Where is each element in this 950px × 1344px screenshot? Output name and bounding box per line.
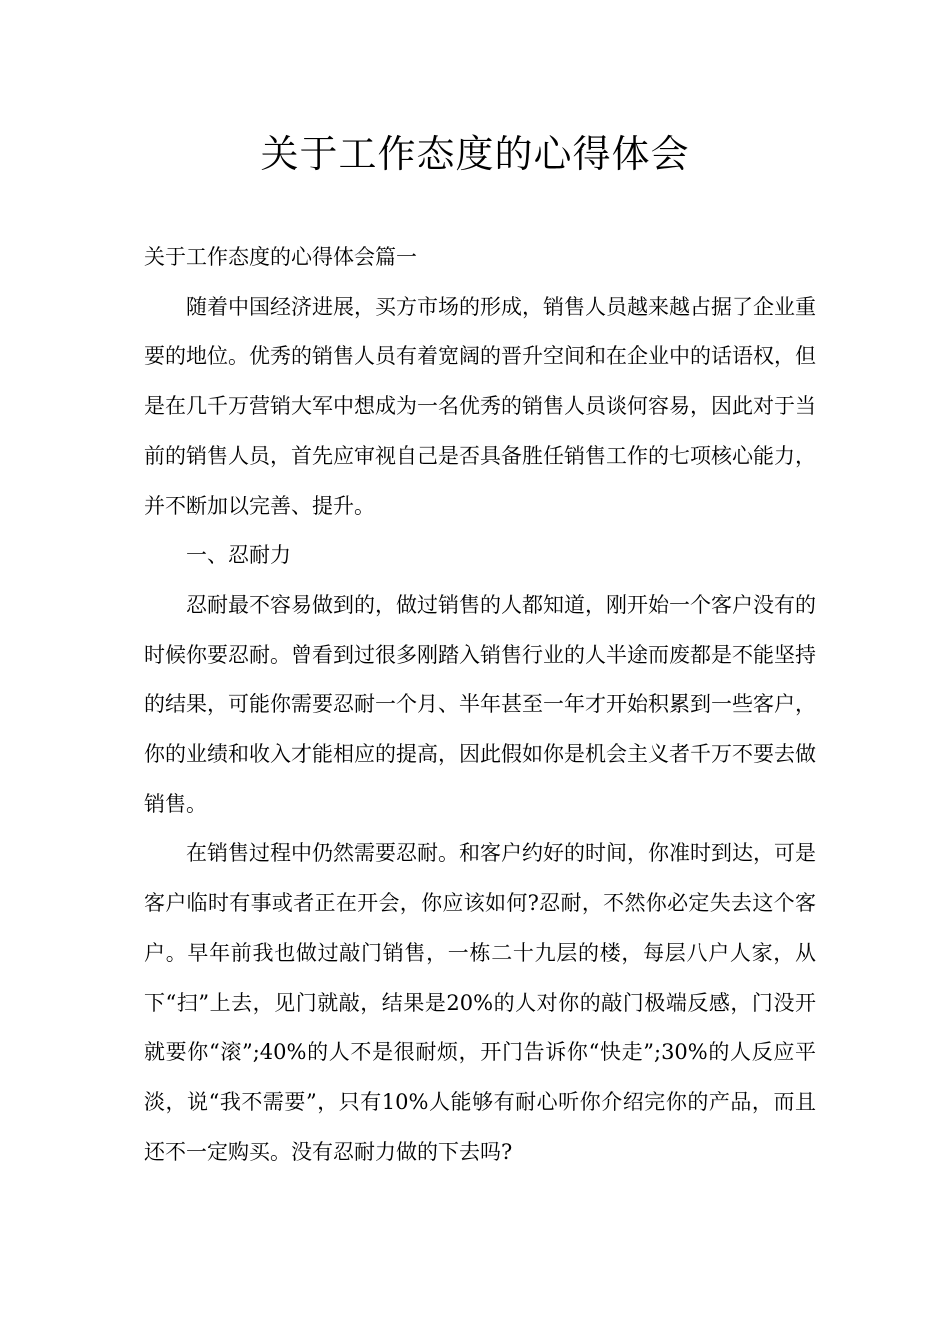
paragraph-intro: 随着中国经济进展，买方市场的形成，销售人员越来越占据了企业重要的地位。优秀的销售人员有着宽阔的晋升空间和在企业中的话语权，但是在几千万营销大军中想成为一名优秀的销售人员谈何容易，因此对于当前的销售人员，首先应审视自己是否具备胜任销售工作的七项核心能力，并不断加以完善、提升。 (144, 294, 816, 518)
heading-patience: 一、忍耐力 (186, 543, 291, 568)
document-title: 关于工作态度的心得体会 (260, 132, 690, 176)
paragraph-patience-2: 在销售过程中仍然需要忍耐。和客户约好的时间，你准时到达，可是客户临时有事或者正在开会，你应该如何?忍耐，不然你必定失去这个客户。早年前我也做过敲门销售，一栋二十九层的楼，每层八户人家，从下“扫”上去，见门就敲，结果是20%的人对你的敲门极端反感，门没开就要你“滚”;40%的人不是很耐烦，开门告诉你“快走”;30%的人反应平淡，说“我不需要”，只有10%人能够有耐心听你介绍完你的产品，而且还不一定购买。没有忍耐力做的下去吗? (144, 841, 816, 1164)
section-title: 关于工作态度的心得体会篇一 (144, 245, 417, 269)
paragraph-patience-1: 忍耐最不容易做到的，做过销售的人都知道，刚开始一个客户没有的时候你要忍耐。曾看到过很多刚踏入销售行业的人半途而废都是不能坚持的结果，可能你需要忍耐一个月、半年甚至一年才开始积累到一些客户，你的业绩和收入才能相应的提高，因此假如你是机会主义者千万不要去做销售。 (144, 592, 816, 816)
document-body (144, 233, 816, 1177)
